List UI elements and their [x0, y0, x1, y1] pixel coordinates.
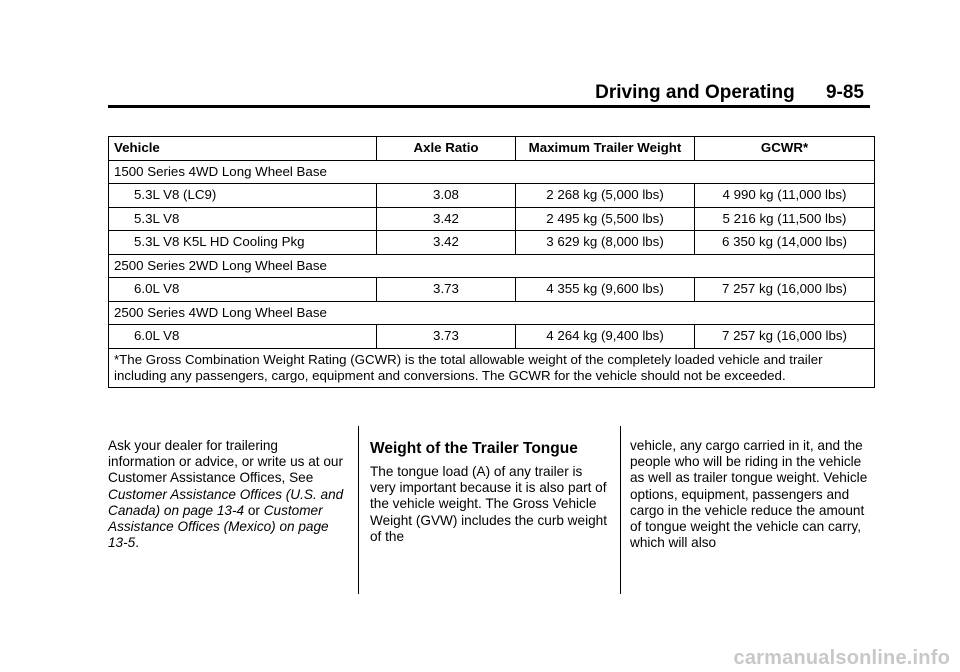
cell-vehicle: 6.0L V8	[109, 325, 377, 349]
group-row	[109, 160, 875, 184]
cell-vehicle: 5.3L V8 K5L HD Cooling Pkg	[109, 231, 377, 255]
column-header-axle-ratio: Axle Ratio	[377, 137, 516, 161]
group-row	[109, 254, 875, 278]
cell-gcwr: 6 350 kg (14,000 lbs)	[695, 231, 875, 255]
table-row	[109, 278, 875, 302]
body-column-2	[370, 438, 610, 545]
cell-axle-ratio: 3.73	[377, 278, 516, 302]
watermark: carmanualsonline.info	[733, 647, 950, 669]
cell-max-trailer-weight: 4 264 kg (9,400 lbs)	[516, 325, 695, 349]
cell-axle-ratio: 3.08	[377, 184, 516, 208]
trailer-weight-table	[108, 136, 875, 388]
body-column-1	[108, 438, 348, 551]
cell-max-trailer-weight: 3 629 kg (8,000 lbs)	[516, 231, 695, 255]
table-header-row	[109, 137, 875, 161]
cell-axle-ratio: 3.73	[377, 325, 516, 349]
tongue-weight-paragraph: The tongue load (A) of any trailer is very important because it is also part of the vehicle weight. The Gross Vehicle Weight (GVW) includes the curb weight of the	[370, 464, 607, 544]
cell-max-trailer-weight: 2 495 kg (5,500 lbs)	[516, 207, 695, 231]
paragraph-text: or	[244, 502, 264, 518]
table-row	[109, 184, 875, 208]
paragraph-text: .	[135, 535, 139, 551]
cell-vehicle: 6.0L V8	[109, 278, 377, 302]
column-divider	[358, 426, 359, 594]
group-label: 2500 Series 4WD Long Wheel Base	[109, 301, 875, 325]
column-header-gcwr: GCWR*	[695, 137, 875, 161]
xref-link-us-canada[interactable]: Customer Assistance Offices (U.S. and Canada) on page 13-4	[108, 486, 344, 518]
paragraph-text: Ask your dealer for trailering information or advice, or write us at our Customer Assistance Offices, See	[108, 438, 343, 486]
column-header-vehicle: Vehicle	[109, 137, 377, 161]
footnote-row	[109, 348, 875, 387]
continued-paragraph: vehicle, any cargo carried in it, and the people who will be riding in the vehicle as well as trailer tongue weight. Vehicle options, equipment, passengers and cargo in the vehicle reduce the amount of tongue weight the vehicle can carry, which will also	[630, 438, 868, 551]
body-column-3	[630, 438, 870, 551]
section-title: Driving and Operating	[595, 82, 795, 103]
cell-axle-ratio: 3.42	[377, 231, 516, 255]
table-row	[109, 325, 875, 349]
group-row	[109, 301, 875, 325]
cell-axle-ratio: 3.42	[377, 207, 516, 231]
group-label: 1500 Series 4WD Long Wheel Base	[109, 160, 875, 184]
header-rule	[108, 105, 870, 108]
column-divider	[620, 426, 621, 594]
cell-vehicle: 5.3L V8 (LC9)	[109, 184, 377, 208]
cell-max-trailer-weight: 4 355 kg (9,600 lbs)	[516, 278, 695, 302]
cell-gcwr: 7 257 kg (16,000 lbs)	[695, 278, 875, 302]
cell-gcwr: 7 257 kg (16,000 lbs)	[695, 325, 875, 349]
section-heading: Weight of the Trailer Tongue	[370, 440, 578, 457]
table-footnote: *The Gross Combination Weight Rating (GCWR) is the total allowable weight of the completely loaded vehicle and trailer including any passengers, cargo, equipment and conversions. The GCWR for the vehicle should not be exceeded.	[109, 348, 875, 387]
page-header	[595, 82, 864, 104]
group-label: 2500 Series 2WD Long Wheel Base	[109, 254, 875, 278]
xref-link-mexico[interactable]: Customer Assistance Offices (Mexico) on page 13-5	[108, 502, 329, 551]
cell-gcwr: 4 990 kg (11,000 lbs)	[695, 184, 875, 208]
table-row	[109, 207, 875, 231]
column-header-max-trailer-weight: Maximum Trailer Weight	[516, 137, 695, 161]
page-number: 9-85	[825, 82, 864, 103]
cell-gcwr: 5 216 kg (11,500 lbs)	[695, 207, 875, 231]
table-row	[109, 231, 875, 255]
cell-max-trailer-weight: 2 268 kg (5,000 lbs)	[516, 184, 695, 208]
cell-vehicle: 5.3L V8	[109, 207, 377, 231]
dealer-paragraph	[108, 438, 348, 551]
